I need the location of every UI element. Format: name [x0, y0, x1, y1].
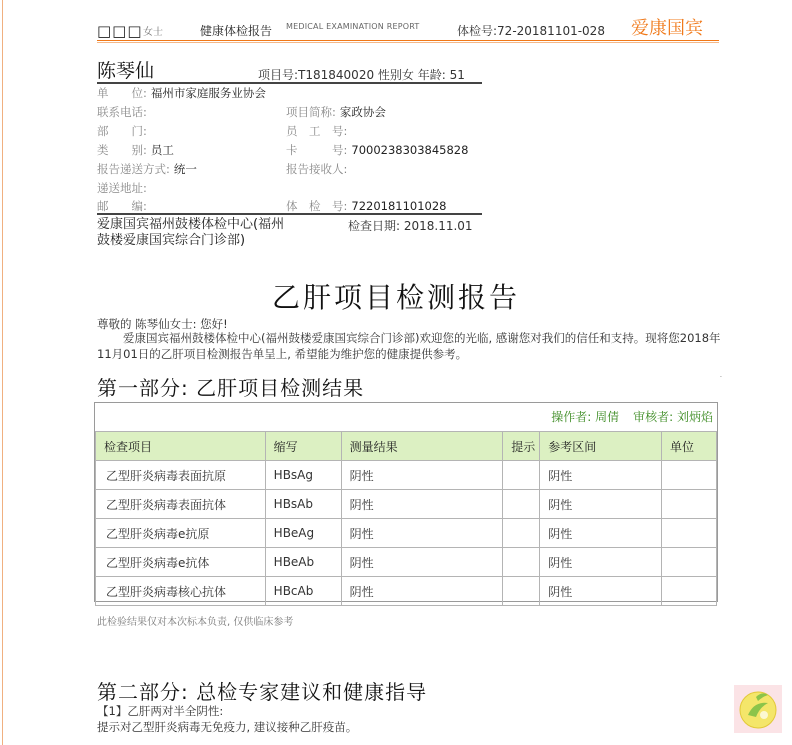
- cell-ref: 阴性: [540, 461, 662, 490]
- table-row: [96, 490, 717, 519]
- advice-heading: 【1】乙肝两对半全阴性:: [97, 704, 224, 718]
- cell-unit: [662, 461, 717, 490]
- cell-abbr: HBcAb: [265, 577, 341, 606]
- col-header-ref: 参考区间: [540, 432, 662, 461]
- field-phone: 联系电话:: [97, 105, 147, 119]
- cell-ref: 阴性: [540, 577, 662, 606]
- field-category-value: 员工: [150, 143, 174, 157]
- cell-abbr: HBsAg: [265, 461, 341, 490]
- col-header-item: 检查项目: [96, 432, 266, 461]
- exam-center-name: 爱康国宾福州鼓楼体检中心(福州鼓楼爱康国宾综合门诊部): [97, 217, 285, 248]
- page-edge-line: [2, 0, 3, 745]
- field-delivery: 报告递送方式: 统一: [97, 162, 197, 176]
- cell-hint: [503, 577, 540, 606]
- field-receiver: 报告接收人:: [286, 162, 348, 176]
- brand-logo-text: 爱康国宾: [631, 18, 703, 39]
- field-card-value: 7000238303845828: [351, 143, 469, 157]
- table-row: [96, 461, 717, 490]
- part2-title: 第二部分: 总检专家建议和健康指导: [97, 680, 428, 704]
- table-header-row: [96, 432, 717, 461]
- header-title-cn: 健康体检报告: [200, 24, 273, 38]
- field-project-value: 家政协会: [339, 105, 386, 119]
- cell-abbr: HBsAb: [265, 490, 341, 519]
- patient-rule-top: [97, 82, 482, 84]
- cell-unit: [662, 519, 717, 548]
- cell-item: 乙型肝炎病毒表面抗原: [96, 461, 266, 490]
- cell-result: 阴性: [341, 577, 503, 606]
- cell-item: 乙型肝炎病毒核心抗体: [96, 577, 266, 606]
- cell-hint: [503, 548, 540, 577]
- table-row: [96, 519, 717, 548]
- field-postcode: 邮 编:: [97, 199, 147, 213]
- header-title-en: MEDICAL EXAMINATION REPORT: [286, 22, 420, 31]
- intro-paragraph: 爱康国宾福州鼓楼体检中心(福州鼓楼爱康国宾综合门诊部)欢迎您的光临, 感谢您对我们的信任和支持。现将您2018年11月01日的乙肝项目检测报告单呈上, 希望能为维护您的健康提供参考。: [97, 331, 721, 361]
- cell-hint: [503, 461, 540, 490]
- cell-ref: 阴性: [540, 519, 662, 548]
- patient-meta: 项目号:T181840020 性别女 年龄: 51: [258, 68, 465, 82]
- table-row: [96, 577, 717, 606]
- col-header-hint: 提示: [503, 432, 540, 461]
- cell-result: 阴性: [341, 461, 503, 490]
- disclaimer: 此检验结果仅对本次标本负责, 仅供临床参考: [97, 617, 294, 628]
- cell-ref: 阴性: [540, 548, 662, 577]
- advice-text: 提示对乙型肝炎病毒无免疫力, 建议接种乙肝疫苗。: [97, 720, 358, 734]
- cell-abbr: HBeAg: [265, 519, 341, 548]
- results-panel: [94, 402, 718, 602]
- header-rule-light: [97, 42, 719, 43]
- cell-result: 阴性: [341, 548, 503, 577]
- operator-line: [551, 408, 713, 425]
- field-employee-no: 员 工 号:: [286, 124, 348, 138]
- field-delivery-value: 统一: [173, 162, 197, 176]
- patient-name: 陈琴仙: [97, 60, 155, 82]
- field-exam-no-value: 7220181101028: [351, 199, 447, 213]
- cell-unit: [662, 490, 717, 519]
- reviewer: 审核者: 刘炳焰: [633, 410, 713, 424]
- gender-title: 女士: [143, 27, 163, 38]
- report-title: 乙肝项目检测报告: [271, 281, 520, 314]
- cell-hint: [503, 490, 540, 519]
- col-header-unit: 单位: [662, 432, 717, 461]
- header-rule: [97, 40, 719, 41]
- cell-result: 阴性: [341, 519, 503, 548]
- cell-abbr: HBeAb: [265, 548, 341, 577]
- cell-unit: [662, 577, 717, 606]
- report-header: [97, 14, 719, 40]
- field-card: 卡 号: 7000238303845828: [286, 143, 469, 157]
- cell-hint: [503, 519, 540, 548]
- field-unit: 单 位: 福州市家庭服务业协会: [97, 86, 266, 100]
- field-address: 递送地址:: [97, 181, 147, 195]
- field-unit-value: 福州市家庭服务业协会: [150, 86, 266, 100]
- cell-item: 乙型肝炎病毒e抗原: [96, 519, 266, 548]
- cell-unit: [662, 548, 717, 577]
- cell-result: 阴性: [341, 490, 503, 519]
- greeting: 尊敬的 陈琴仙女士: 您好!: [97, 317, 228, 331]
- brand-badge-icon: [734, 685, 782, 733]
- cell-ref: 阴性: [540, 490, 662, 519]
- header-exam-number: 体检号:72-20181101-028: [457, 24, 605, 38]
- dot-mark: .: [720, 372, 722, 379]
- field-project: 项目简称: 家政协会: [286, 105, 386, 119]
- part1-title: 第一部分: 乙肝项目检测结果: [97, 376, 365, 400]
- operator: 操作者: 周倩: [551, 410, 620, 424]
- col-header-abbr: 缩写: [265, 432, 341, 461]
- cell-item: 乙型肝炎病毒e抗体: [96, 548, 266, 577]
- patient-rule-bottom: [97, 213, 482, 215]
- field-category: 类 别: 员工: [97, 143, 174, 157]
- results-table: [95, 431, 717, 606]
- field-dept: 部 门:: [97, 124, 147, 138]
- cell-item: 乙型肝炎病毒表面抗体: [96, 490, 266, 519]
- table-row: [96, 548, 717, 577]
- check-date: 检查日期: 2018.11.01: [348, 219, 473, 233]
- field-exam-no: 体 检 号: 7220181101028: [286, 199, 447, 213]
- name-placeholder-squares: □□□: [97, 22, 143, 40]
- col-header-result: 测量结果: [341, 432, 503, 461]
